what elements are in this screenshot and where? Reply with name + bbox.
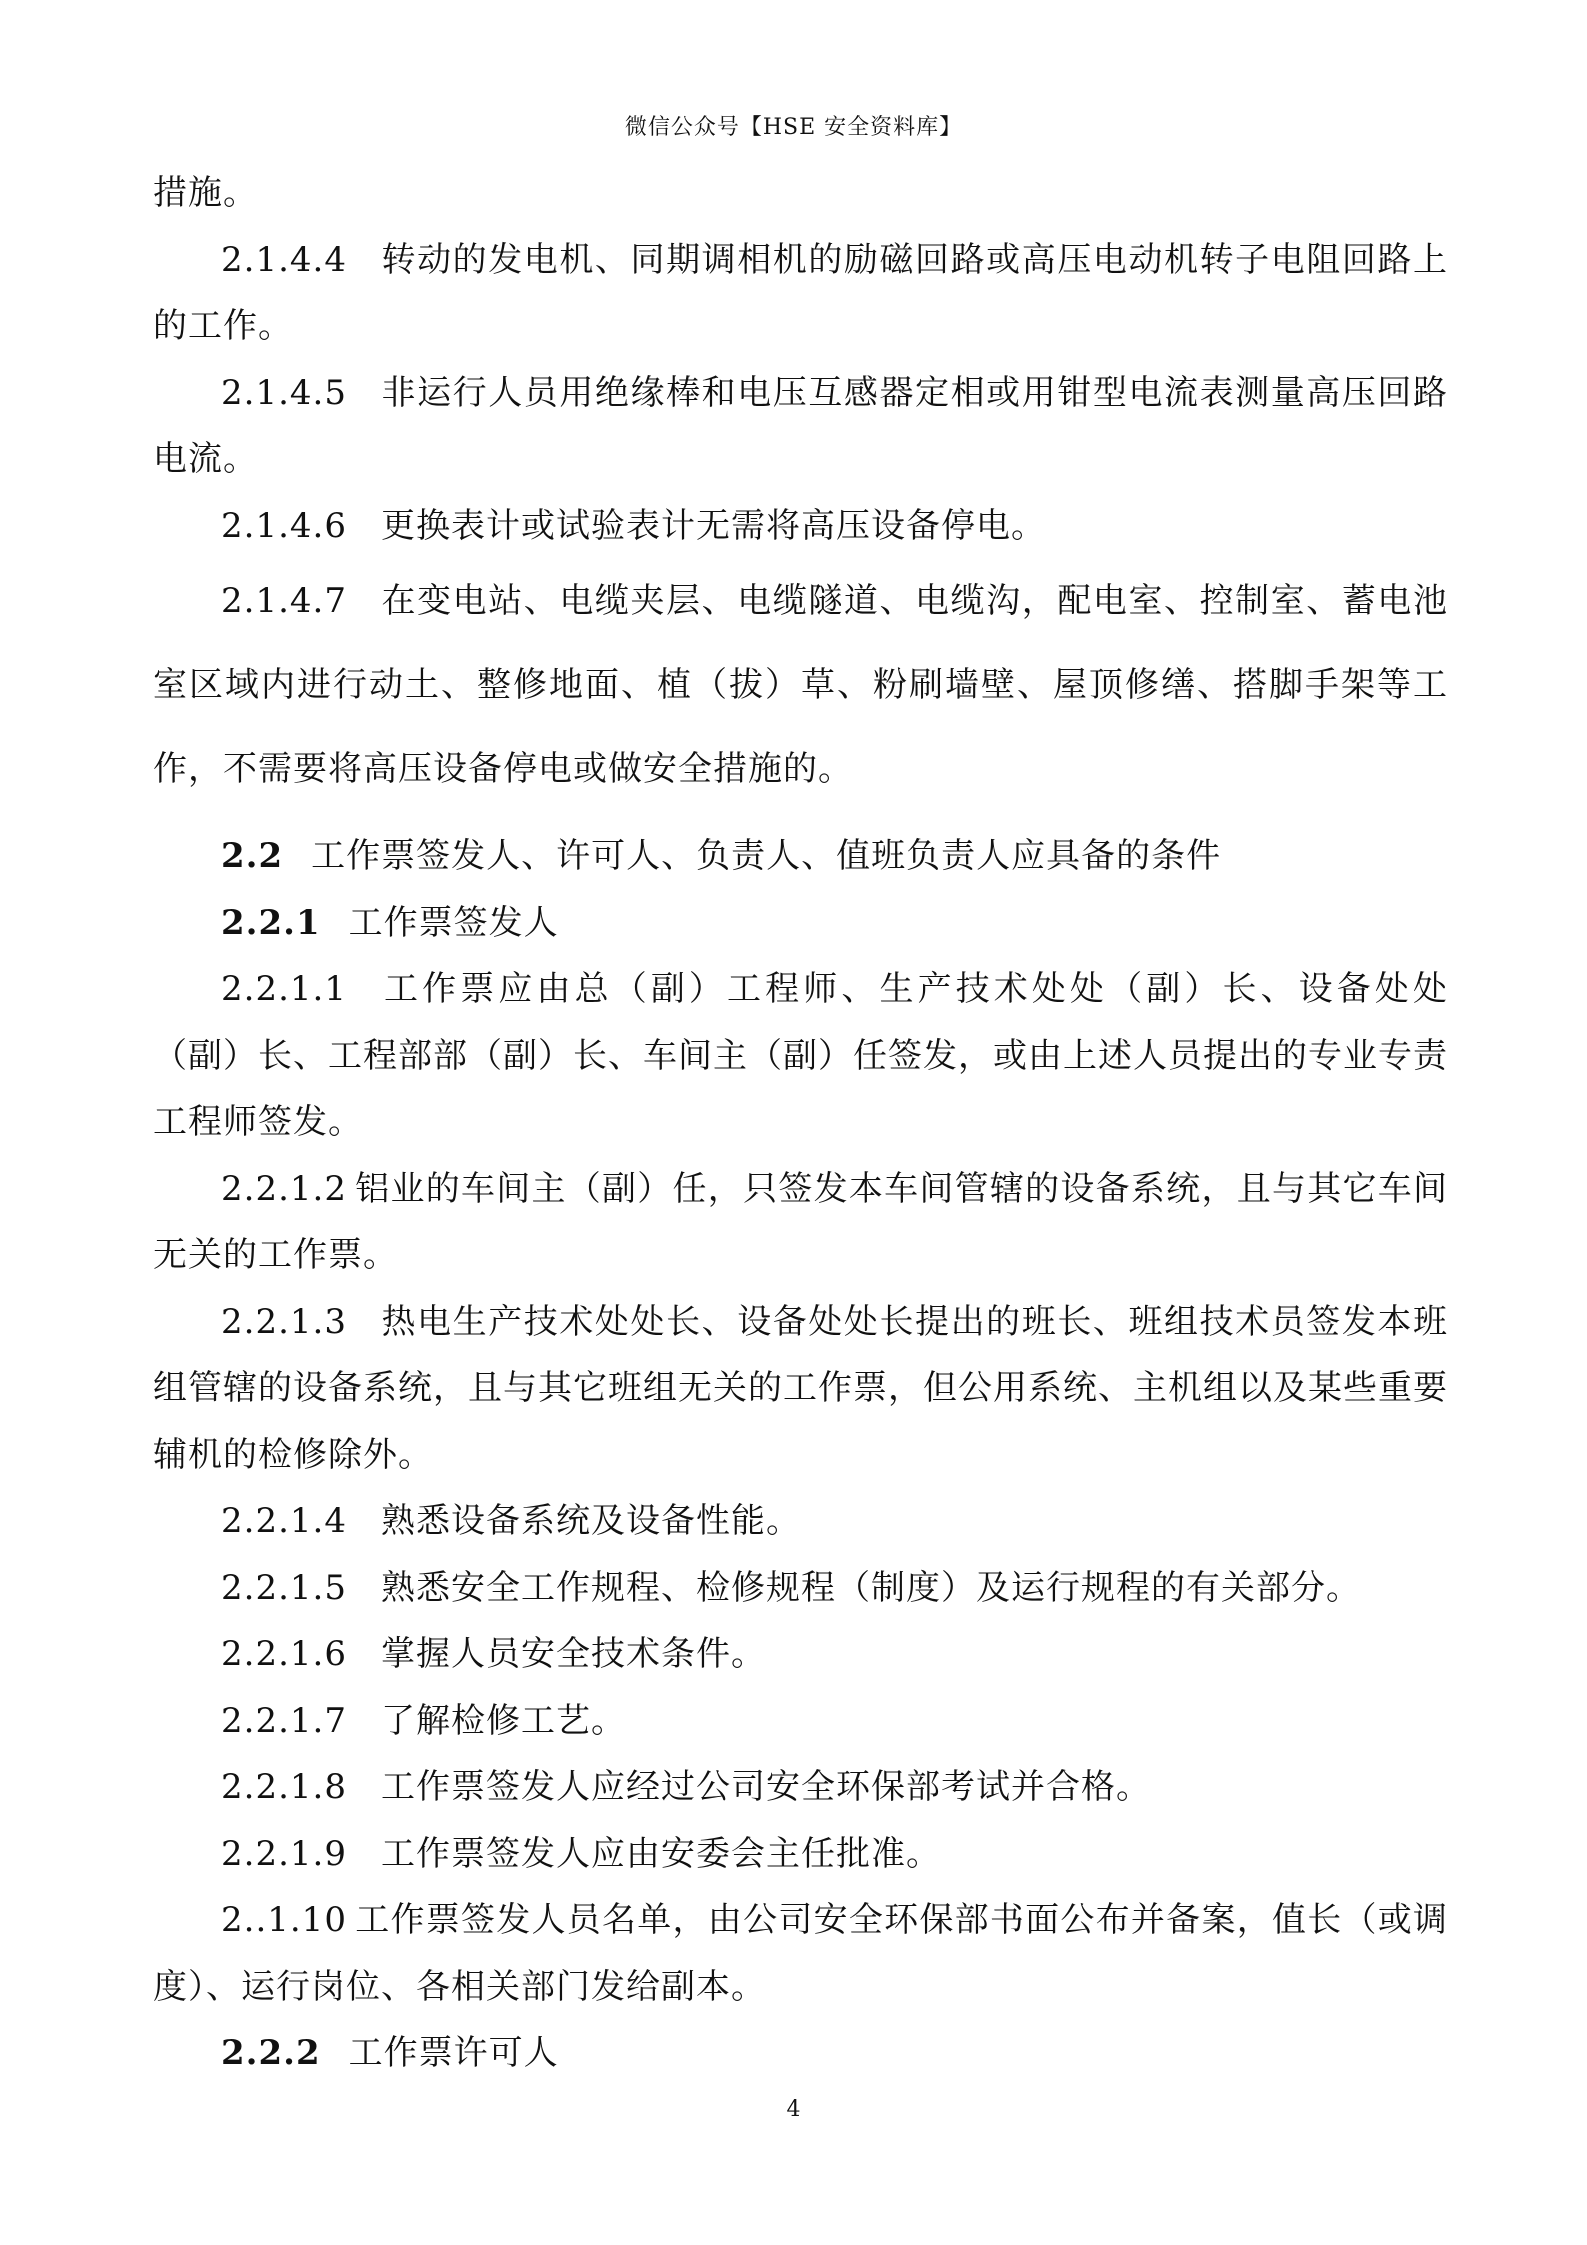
clause-2-2-1-2 [153, 1156, 1448, 1289]
clause-number: 2..1.10 [221, 1900, 347, 1940]
clause-text: 更换表计或试验表计无需将高压设备停电。 [380, 505, 1046, 546]
clause-number: 2.1.4.6 [221, 505, 347, 546]
clause-text: 非运行人员用绝缘棒和电压互感器定相或用钳型电流表测量高压回路电流。 [153, 372, 1448, 479]
section-heading-2-2 [153, 823, 1448, 890]
clause-2-2-1-4 [153, 1488, 1448, 1555]
clause-text: 了解检修工艺。 [380, 1700, 626, 1741]
section-title: 工作票签发人 [348, 902, 559, 943]
clause-text: 工作票签发人员名单，由公司安全环保部书面公布并备案，值长（或调度）、运行岗位、各相关部门发给副本。 [153, 1900, 1448, 2007]
paragraph-text: 措施。 [153, 173, 258, 213]
document-body [153, 160, 1448, 2087]
clause-number: 2.2.1.7 [221, 1700, 347, 1741]
clause-2-2-1-7 [153, 1688, 1448, 1755]
section-number: 2.2.2 [221, 2033, 321, 2073]
clause-number: 2.2.1.6 [221, 1634, 347, 1674]
clause-number: 2.2.1.2 [221, 1168, 347, 1209]
section-heading-2-2-1 [153, 890, 1448, 957]
clause-text: 转动的发电机、同期调相机的励磁回路或高压电动机转子电阻回路上的工作。 [153, 239, 1448, 346]
section-number: 2.2.1 [221, 902, 321, 943]
clause-number: 2.1.4.4 [221, 239, 347, 280]
clause-text: 工作票签发人应由安委会主任批准。 [380, 1833, 941, 1874]
clause-text: 工作票应由总（副）工程师、生产技术处处（副）长、设备处处（副）长、工程部部（副）长、车间主（副）任签发，或由上述人员提出的专业专责工程师签发。 [153, 969, 1448, 1142]
clause-number: 2.1.4.7 [221, 581, 347, 621]
clause-text: 铝业的车间主（副）任，只签发本车间管辖的设备系统，且与其它车间无关的工作票。 [153, 1168, 1448, 1275]
section-number: 2.2 [221, 836, 284, 876]
clause-number: 2.2.1.5 [221, 1567, 347, 1608]
section-title: 工作票签发人、许可人、负责人、值班负责人应具备的条件 [311, 836, 1222, 876]
clause-2-1-4-5 [153, 360, 1448, 493]
clause-text: 熟悉设备系统及设备性能。 [380, 1501, 801, 1541]
clause-number: 2.2.1.1 [221, 969, 347, 1009]
clause-text: 工作票签发人应经过公司安全环保部考试并合格。 [380, 1767, 1151, 1807]
clause-2-2-1-1 [153, 956, 1448, 1156]
paragraph-continuation [153, 160, 1448, 227]
page-header: 微信公众号【HSE 安全资料库】 [624, 115, 963, 140]
clause-text: 热电生产技术处处长、设备处处长提出的班长、班组技术员签发本班组管辖的设备系统，且与其它班组无关的工作票，但公用系统、主机组以及某些重要辅机的检修除外。 [153, 1301, 1448, 1475]
clause-2-1-4-6 [153, 493, 1448, 560]
clause-2-2-1-6 [153, 1621, 1448, 1688]
clause-text: 在变电站、电缆夹层、电缆隧道、电缆沟，配电室、控制室、蓄电池室区域内进行动土、整修地面、植（拔）草、粉刷墙壁、屋顶修缮、搭脚手架等工作，不需要将高压设备停电或做安全措施的。 [153, 581, 1448, 789]
clause-2-2-1-3 [153, 1289, 1448, 1489]
section-title: 工作票许可人 [348, 2033, 559, 2073]
clause-number: 2.2.1.3 [221, 1301, 347, 1342]
section-heading-2-2-2 [153, 2020, 1448, 2087]
clause-number: 2.1.4.5 [221, 372, 347, 413]
clause-text: 掌握人员安全技术条件。 [380, 1634, 766, 1674]
clause-number: 2.2.1.9 [221, 1833, 347, 1874]
clause-number: 2.2.1.8 [221, 1767, 347, 1807]
page-number: 4 [786, 2097, 801, 2122]
clause-2-2-1-10 [153, 1887, 1448, 2020]
clause-2-2-1-5 [153, 1555, 1448, 1622]
clause-2-1-4-7 [153, 559, 1448, 811]
clause-number: 2.2.1.4 [221, 1501, 347, 1541]
clause-2-1-4-4 [153, 227, 1448, 360]
clause-2-2-1-8 [153, 1754, 1448, 1821]
clause-2-2-1-9 [153, 1821, 1448, 1888]
clause-text: 熟悉安全工作规程、检修规程（制度）及运行规程的有关部分。 [380, 1567, 1361, 1608]
